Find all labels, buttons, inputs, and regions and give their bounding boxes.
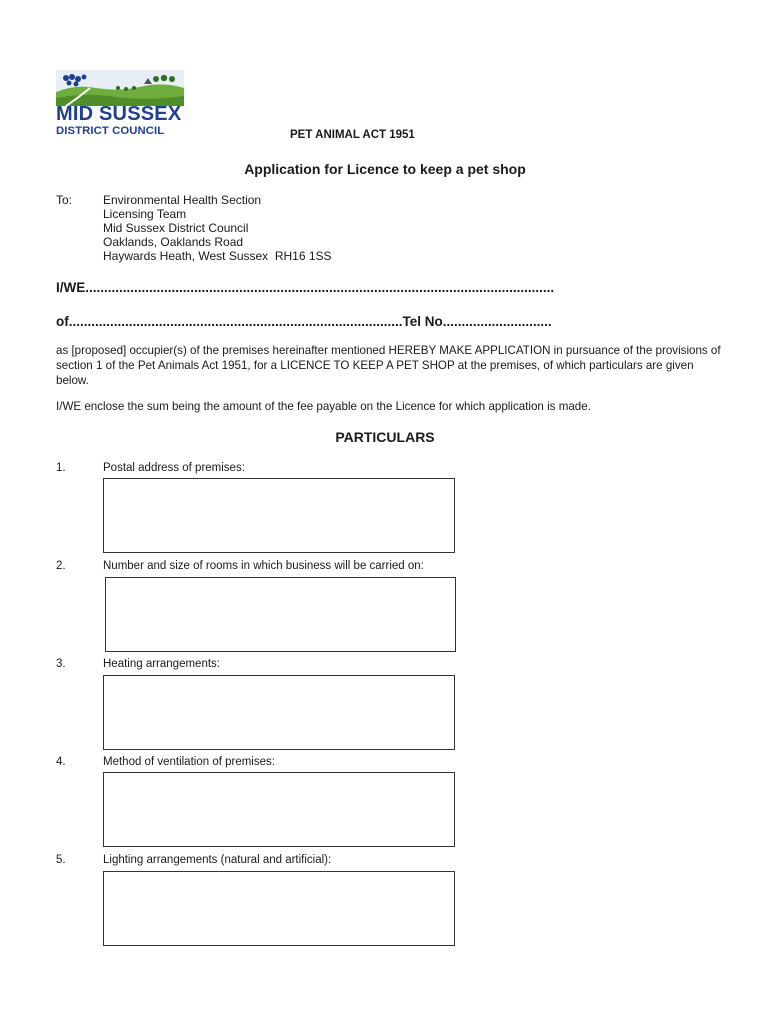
to-label: To: — [56, 193, 73, 207]
recipient-address — [103, 193, 332, 263]
answer-box-lighting[interactable] — [103, 871, 455, 946]
logo-title: MID SUSSEX — [56, 103, 182, 125]
answer-box-rooms[interactable] — [105, 577, 456, 652]
act-heading: PET ANIMAL ACT 1951 — [290, 129, 415, 141]
question-ventilation: Method of ventilation of premises: — [103, 756, 275, 768]
item-number: 3. — [56, 658, 66, 670]
item-number: 5. — [56, 854, 66, 866]
council-logo — [56, 70, 186, 140]
question-postal-address: Postal address of premises: — [103, 462, 245, 474]
answer-box-ventilation[interactable] — [103, 772, 455, 847]
answer-box-heating[interactable] — [103, 675, 455, 750]
fee-statement: I/WE enclose the sum being the amount of the fee payable on the Licence for which application is made. — [56, 400, 591, 413]
address-line: Oaklands, Oaklands Road — [103, 235, 244, 249]
form-title: Application for Licence to keep a pet shop — [244, 161, 526, 177]
question-rooms: Number and size of rooms in which business will be carried on: — [103, 560, 424, 572]
answer-box-postal-address[interactable] — [103, 478, 455, 553]
question-lighting: Lighting arrangements (natural and artificial): — [103, 854, 332, 866]
applicant-name-field[interactable]: I/WE............................................................................................................................. — [56, 280, 555, 295]
item-number: 1. — [56, 462, 66, 474]
address-line: Environmental Health Section — [103, 193, 262, 207]
address-line: Haywards Heath, West Sussex RH16 1SS — [103, 249, 332, 263]
logo-subtitle: DISTRICT COUNCIL — [56, 125, 165, 137]
address-line: Licensing Team — [103, 207, 187, 221]
applicant-address-tel-field[interactable]: of.........................................................................................Tel No............................. — [56, 314, 552, 329]
particulars-heading: PARTICULARS — [335, 429, 435, 445]
address-line: Mid Sussex District Council — [103, 221, 249, 235]
application-statement: as [proposed] occupier(s) of the premises hereinafter mentioned HEREBY MAKE APPLICATION in pursuance of the provisions of section 1 of the Pet Animals Act 1951, for a LICENCE TO KEEP A PET SHOP at the premises, of which particulars are given below. — [56, 344, 721, 387]
landscape-logo-icon — [56, 70, 184, 106]
item-number: 4. — [56, 756, 66, 768]
question-heating: Heating arrangements: — [103, 658, 220, 670]
item-number: 2. — [56, 560, 66, 572]
